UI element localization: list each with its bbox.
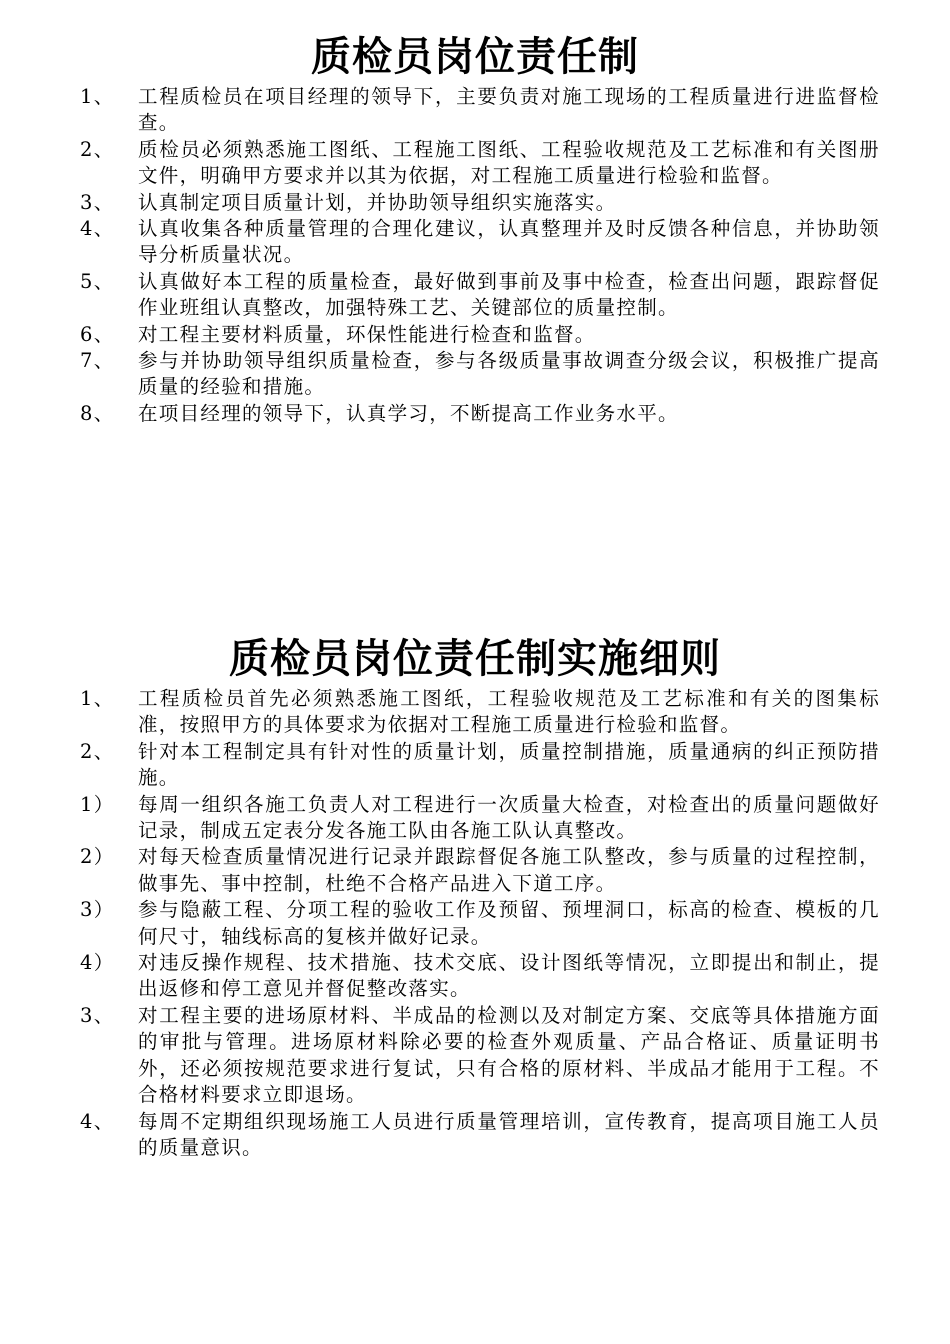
item-text: 对违反操作规程、技术措施、技术交底、设计图纸等情况，立即提出和制止，提出返修和停工意见并督促整改落实。 — [138, 951, 880, 1001]
implementation-section — [0, 632, 950, 1161]
item-text: 对工程主要的进场原材料、半成品的检测以及对制定方案、交底等具体措施方面的审批与管理。进场原材料除必要的检查外观质量、产品合格证、质量证明书外，还必须按规范要求进行复试，只有合格的原材料、半成品才能用于工程。不合格材料要求立即退场。 — [138, 1003, 880, 1107]
item-text: 认真制定项目质量计划，并协助领导组织实施落实。 — [138, 190, 617, 214]
item-number: 1） — [80, 792, 115, 816]
item-text: 认真做好本工程的质量检查，最好做到事前及事中检查，检查出问题，跟踪督促作业班组认真整改，加强特殊工艺、关键部位的质量控制。 — [138, 269, 880, 320]
list-item — [0, 401, 950, 427]
item-text: 每周不定期组织现场施工人员进行质量管理培训，宣传教育，提高项目施工人员的质量意识。 — [138, 1109, 880, 1159]
item-text: 在项目经理的领导下，认真学习，不断提高工作业务水平。 — [138, 401, 679, 425]
item-number: 8、 — [80, 401, 115, 425]
section-title: 质检员岗位责任制实施细则 — [229, 636, 721, 682]
item-text: 质检员必须熟悉施工图纸、工程施工图纸、工程验收规范及工艺标准和有关图册文件，明确甲方要求并以其为依据，对工程施工质量进行检验和监督。 — [138, 137, 880, 188]
responsibility-section — [0, 30, 950, 427]
item-text: 认真收集各种质量管理的合理化建议，认真整理并及时反馈各种信息，并协助领导分析质量状况。 — [138, 217, 880, 267]
section-title: 质检员岗位责任制 — [311, 34, 639, 80]
item-number: 4） — [80, 951, 115, 975]
item-number: 4、 — [80, 217, 115, 241]
list-item — [0, 348, 950, 401]
list-item — [0, 137, 950, 190]
item-number: 7、 — [80, 349, 115, 373]
list-item — [0, 84, 950, 137]
sub-list-item — [0, 897, 950, 950]
list-item — [0, 190, 950, 216]
list-item — [0, 1109, 950, 1162]
list-item — [0, 322, 950, 348]
item-number: 2、 — [80, 739, 115, 763]
item-number: 6、 — [80, 322, 115, 346]
item-text: 针对本工程制定具有针对性的质量计划，质量控制措施，质量通病的纠正预防措施。 — [138, 739, 880, 790]
sub-list-item — [0, 844, 950, 897]
item-number: 1、 — [80, 85, 115, 108]
implementation-list — [0, 686, 950, 1161]
sub-list-item — [0, 950, 950, 1003]
list-item — [0, 739, 950, 792]
item-text: 工程质检员首先必须熟悉施工图纸，工程验收规范及工艺标准和有关的图集标准，按照甲方的具体要求为依据对工程施工质量进行检验和监督。 — [138, 687, 880, 737]
item-text: 参与隐蔽工程、分项工程的验收工作及预留、预埋洞口，标高的检查、模板的几何尺寸，轴线标高的复核并做好记录。 — [138, 898, 880, 948]
list-item — [0, 1003, 950, 1109]
list-item — [0, 269, 950, 322]
item-number: 3） — [80, 898, 115, 922]
list-item — [0, 216, 950, 269]
item-text: 每周一组织各施工负责人对工程进行一次质量大检查，对检查出的质量问题做好记录，制成五定表分发各施工队由各施工队认真整改。 — [138, 792, 880, 843]
item-text: 参与并协助领导组织质量检查，参与各级质量事故调查分级会议，积极推广提高质量的经验和措施。 — [138, 349, 880, 399]
item-text: 对每天检查质量情况进行记录并跟踪督促各施工队整改，参与质量的过程控制，做事先、事中控制，杜绝不合格产品进入下道工序。 — [138, 845, 880, 895]
item-number: 4、 — [80, 1109, 115, 1133]
item-number: 2） — [80, 845, 115, 869]
list-item — [0, 686, 950, 739]
item-number: 2、 — [80, 137, 115, 161]
responsibility-list — [0, 84, 950, 427]
item-text: 工程质检员在项目经理的领导下，主要负责对施工现场的工程质量进行进监督检查。 — [138, 85, 880, 135]
item-number: 3、 — [80, 1003, 115, 1027]
item-number: 1、 — [80, 687, 115, 710]
item-number: 3、 — [80, 190, 115, 214]
item-number: 5、 — [80, 269, 115, 293]
sub-list-item — [0, 792, 950, 845]
item-text: 对工程主要材料质量，环保性能进行检查和监督。 — [138, 322, 596, 346]
